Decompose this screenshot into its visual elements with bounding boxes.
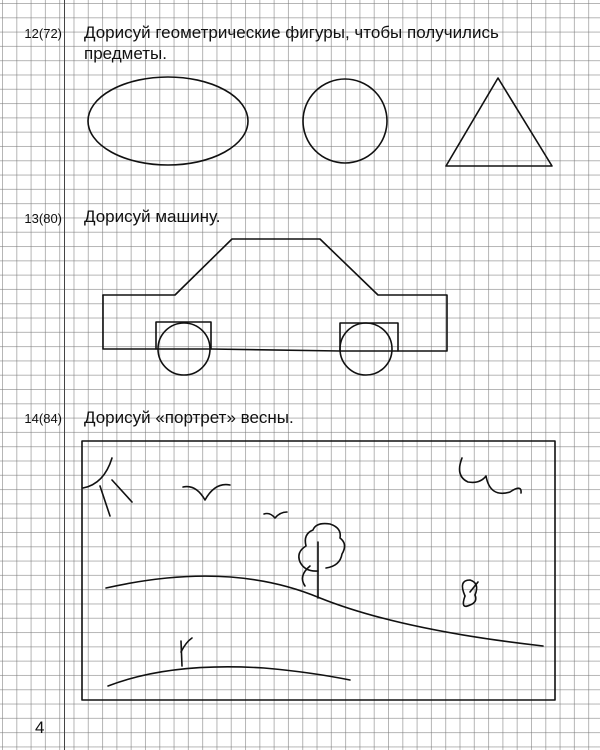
task-12-number: 12(72)	[24, 26, 62, 41]
task-13-number: 13(80)	[24, 211, 62, 226]
page-number: 4	[35, 718, 45, 737]
task-14-instruction: Дорисуй «портрет» весны.	[84, 408, 294, 427]
bird-small	[264, 512, 287, 518]
circle-shape	[303, 79, 387, 163]
task-12-instruction: Дорисуй геометрические фигуры, чтобы получились предметы.	[84, 23, 499, 63]
ground-line	[108, 667, 350, 686]
tree	[299, 524, 345, 598]
butterfly	[462, 580, 478, 606]
oval-shape	[88, 77, 248, 165]
bird-large	[183, 485, 230, 500]
task-13-instruction: Дорисуй машину.	[84, 207, 221, 226]
sprout	[181, 638, 192, 666]
car-outline	[103, 239, 447, 375]
front-wheel-well	[156, 322, 211, 349]
triangle-shape	[446, 78, 552, 166]
rear-wheel	[340, 323, 392, 375]
task-14-number: 14(84)	[24, 411, 62, 426]
sun-corner	[83, 458, 132, 516]
hill-line	[106, 576, 543, 646]
cloud-squiggle	[460, 458, 522, 493]
